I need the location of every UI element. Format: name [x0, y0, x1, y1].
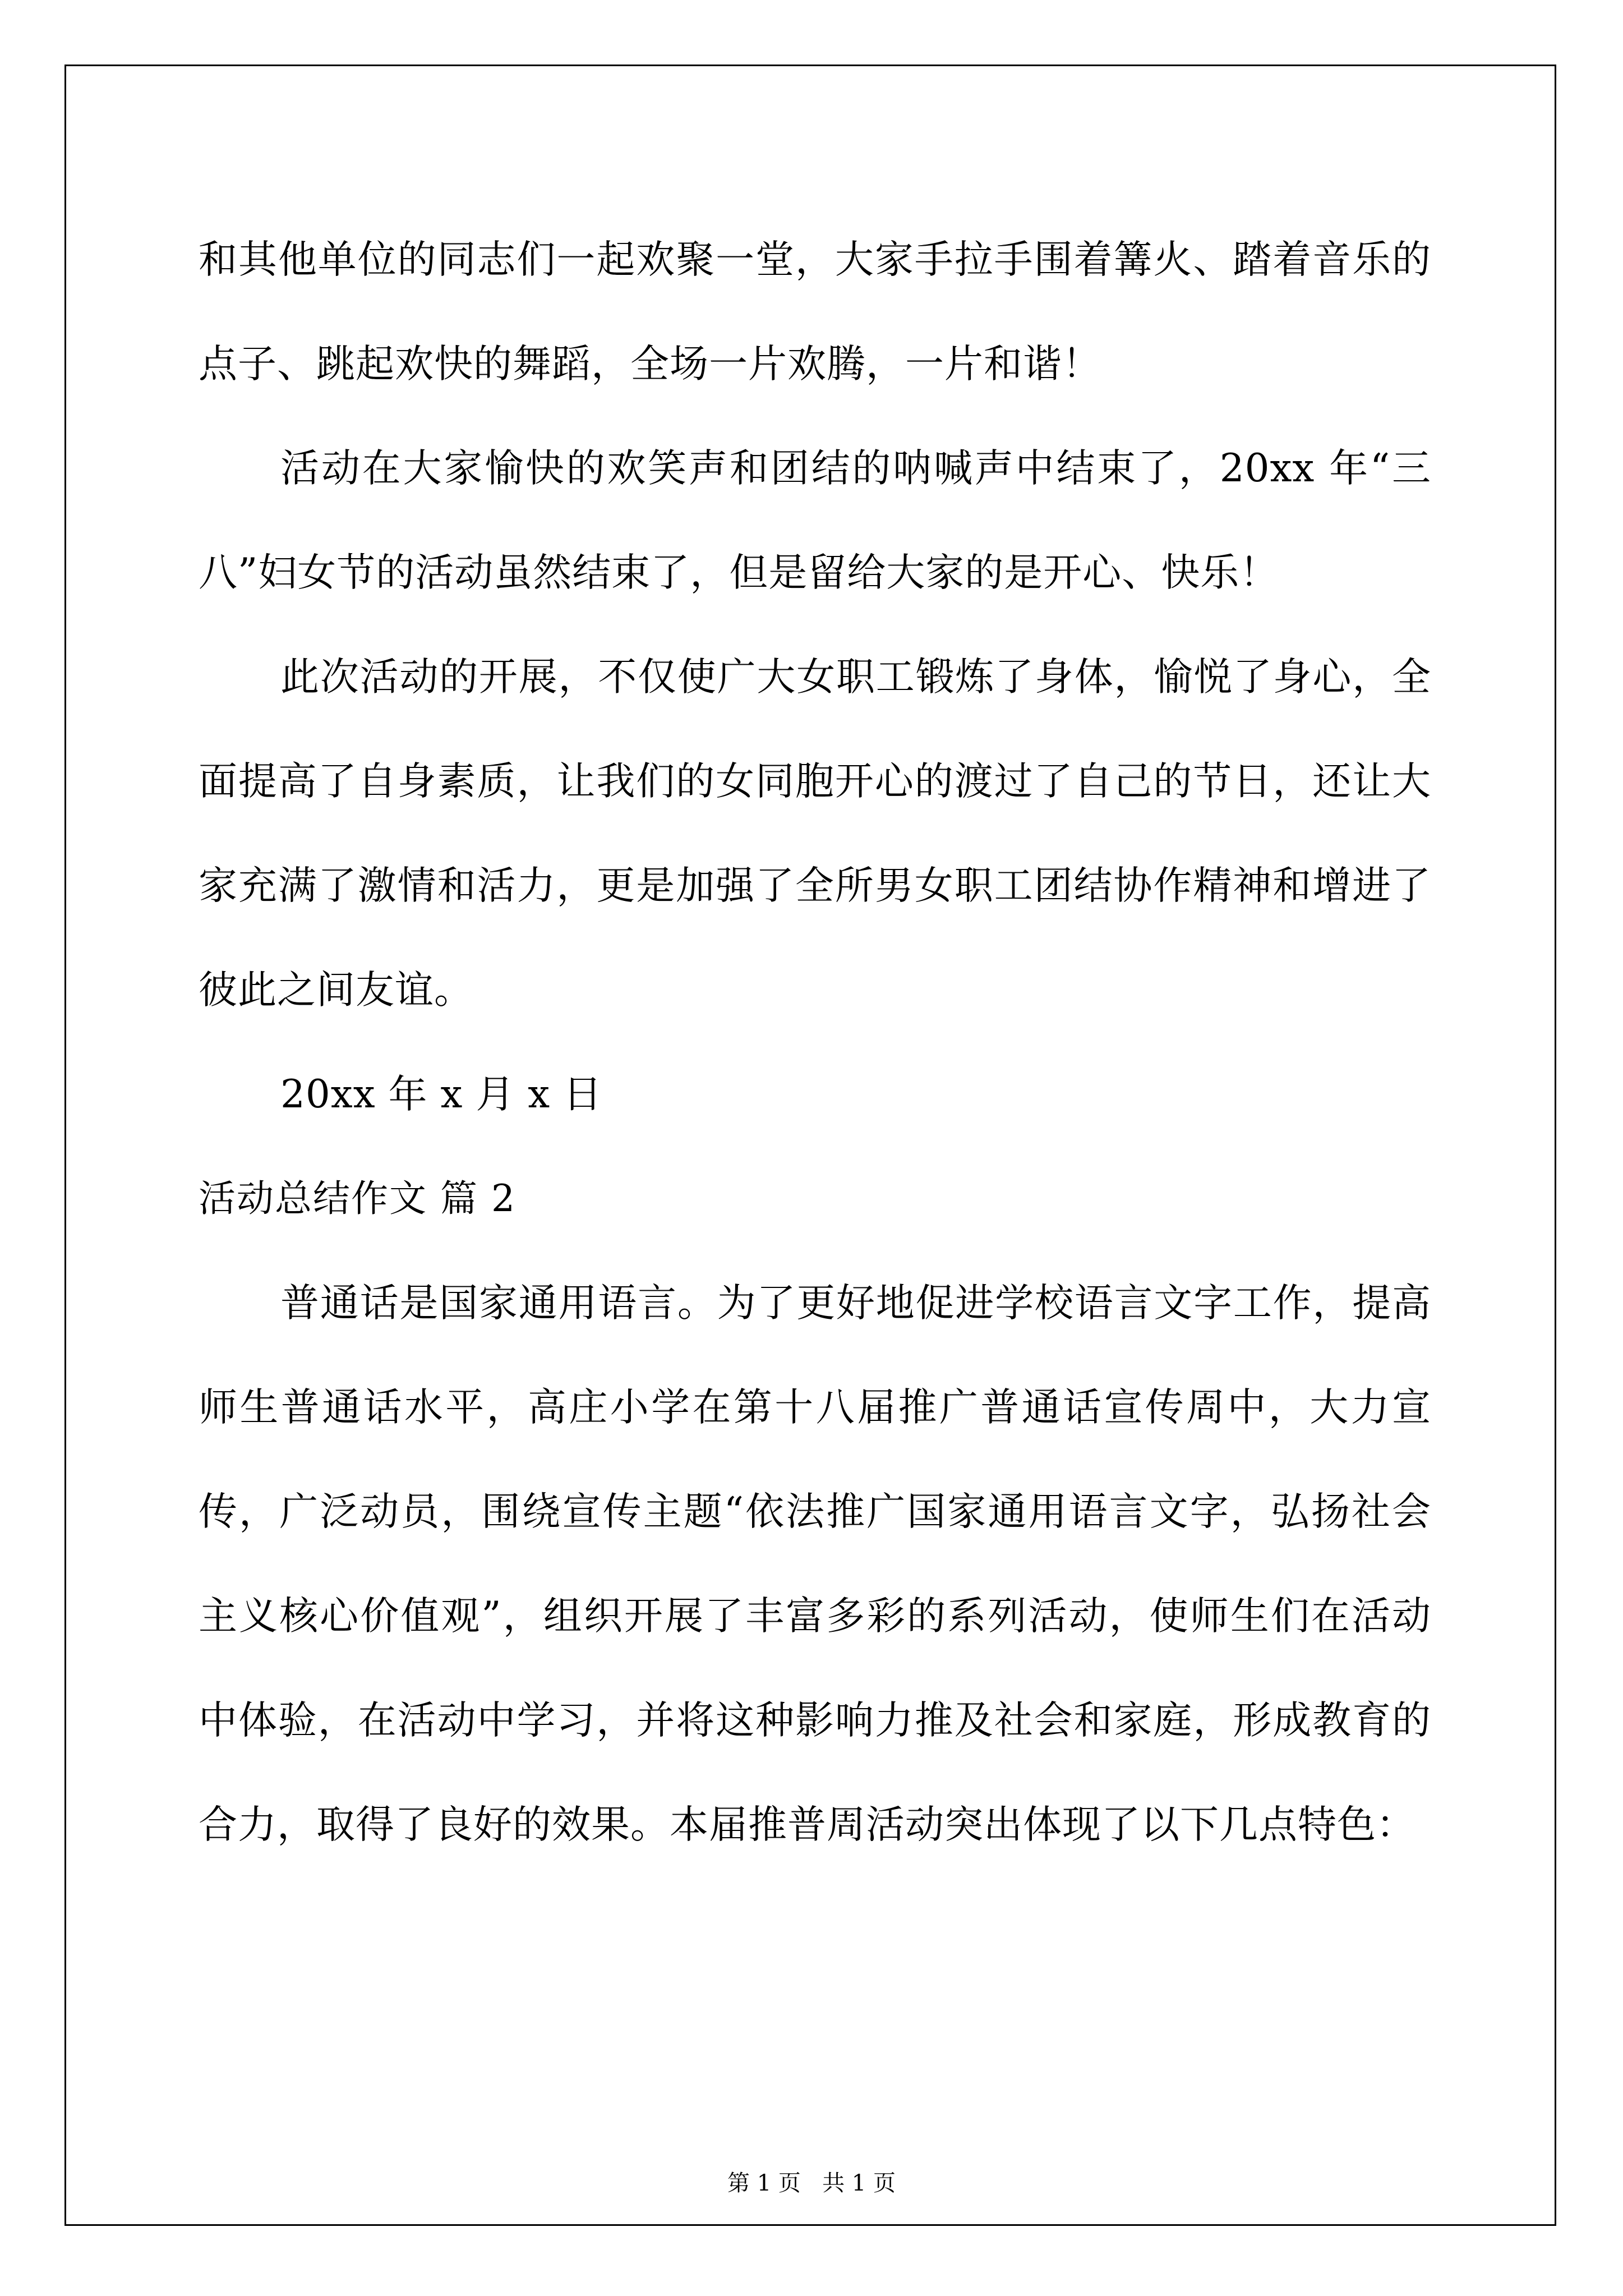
paragraph-3: 此次活动的开展，不仅使广大女职工锻炼了身体，愉悦了身心，全面提高了自身素质，让我们的女同胞开心的渡过了自己的节日，还让大家充满了激情和活力，更是加强了全所男女职工团结协作精神和增进了彼此之间友谊。 — [199, 655, 1431, 1013]
document-body — [199, 208, 1431, 1877]
page-footer: 第 1 页 共 1 页 — [727, 2170, 896, 2196]
section-paragraph-1: 普通话是国家通用语言。为了更好地促进学校语言文字工作，提高师生普通话水平，高庄小学在第十八届推广普通话宣传周中，大力宣传，广泛动员，围绕宣传主题“依法推广国家通用语言文字，弘扬社会主义核心价值观”，组织开展了丰富多彩的系列活动，使师生们在活动中体验，在活动中学习，并将这种影响力推及社会和家庭，形成教育的合力，取得了良好的效果。本届推普周活动突出体现了以下几点特色： — [199, 1281, 1431, 1847]
date-line: 20xx 年 x 月 x 日 — [280, 1072, 603, 1117]
paragraph-2: 活动在大家愉快的欢笑声和团结的呐喊声中结束了，20xx 年“三八”妇女节的活动虽然结束了，但是留给大家的是开心、快乐！ — [199, 446, 1431, 595]
section-heading: 活动总结作文 篇 2 — [199, 1177, 516, 1220]
paragraph-1: 和其他单位的同志们一起欢聚一堂，大家手拉手围着篝火、踏着音乐的点子、跳起欢快的舞蹈，全场一片欢腾，一片和谐！ — [199, 237, 1431, 386]
